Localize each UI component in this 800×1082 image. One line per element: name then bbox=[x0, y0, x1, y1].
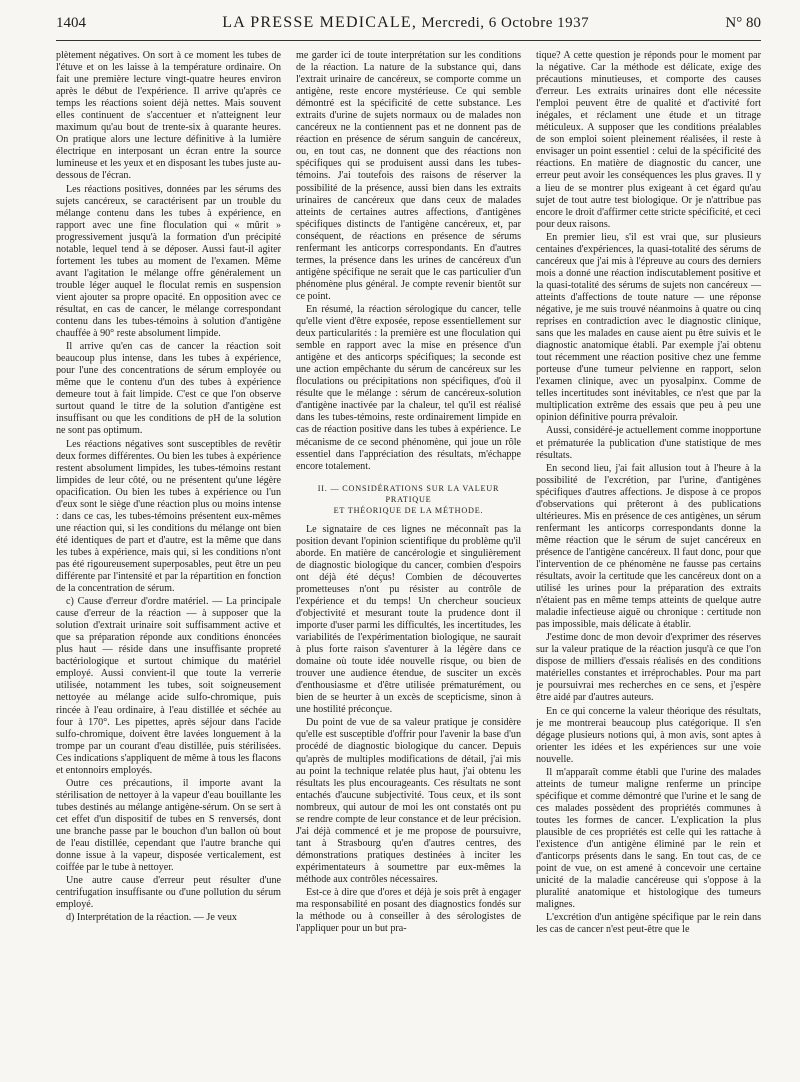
column-2-top bbox=[296, 50, 521, 473]
section-heading bbox=[296, 483, 521, 516]
header-title bbox=[222, 14, 589, 32]
paragraph: Les réactions positives, données par les sérums des sujets cancéreux, se caractérisent par un trouble du mélange contenu dans les tubes à expérience, en rapport avec une fine floculation qui « mûrit » progressivement jusqu'à la formation d'un précipité notable, lequel tend à se déposer. Aussi faut-il agiter fortement les tubes au moment de l'examen. Même avant l'agitation le mélange offre généralement un trouble léger auquel le floculat remis en suspension vient ajouter sa propre opacité. En opposition avec ce résultat, en cas de cancer, le mélange correspondant contenu dans les tubes-témoins à solution d'antigène chauffée à 90° reste absolument limpide. bbox=[56, 183, 281, 340]
journal-name: LA PRESSE MEDICALE, bbox=[222, 14, 418, 31]
section-heading-line-1: II. — CONSIDÉRATIONS SUR LA VALEUR PRATIQUE bbox=[317, 483, 500, 504]
paragraph: Il m'apparaît comme établi que l'urine des malades atteints de tumeur maligne renferme un principe spécifique et comme démontré que l'urine et le sang de ces malades possèdent des propriétés communes à toutes les formes de cancer. L'explication la plus plausible de ces propriétés est celle qui les rattache à l'existence d'un antigène éliminé par le rein et d'anticorps présents dans le sang. En tout cas, de ce point de vue, on est amené à concevoir une certaine unicité de la maladie cancéreuse qui s'oppose à la pluralité anatomique et histologique des tumeurs malignes. bbox=[536, 766, 761, 911]
header-rule bbox=[56, 40, 761, 41]
paragraph: Il arrive qu'en cas de cancer la réaction soit beaucoup plus intense, dans les tubes à expérience, pour l'une des concentrations de sérum employée ou même que le contenu d'un des tubes à expérience demeure tout à fait limpide. C'est ce que l'on observe surtout quand le titre de la solution d'antigène est insuffisant ou que les conditions de pH de la solution ne sont pas optimum. bbox=[56, 341, 281, 437]
paragraph: Est-ce à dire que d'ores et déjà je sois prêt à engager ma responsabilité en posant des diagnostics fondés sur la méthode ou à conseiller à des sérologistes de l'appliquer pour un but pra- bbox=[296, 887, 521, 935]
paragraph: Du point de vue de sa valeur pratique je considère qu'elle est susceptible d'offrir pour l'avenir la base d'un procédé de diagnostic biologique du cancer. Depuis qu'après de multiples modifications de détail, j'ai mis au point la technique relatée plus haut, j'ai obtenu les résultats les plus encourageants. Ces résultats ne sont entachés d'aucune subjectivité. Tous ceux, et ils sont nombreux, qui autour de moi les ont constatés ont pu se rendre compte de leur constance et de leur précision. J'ai déjà commencé et je me propose de poursuivre, tant à Strasbourg qu'en d'autres centres, des démonstrations pratiques destinées à inciter les expérimentateurs à soumettre par eux-mêmes la méthode aux contrôles nécessaires. bbox=[296, 717, 521, 885]
paragraph: Le signataire de ces lignes ne méconnaît pas la position devant l'opinion scientifique du problème qu'il aborde. En matière de cancérologie et singulièrement de diagnostic biologique du cancer, combien d'espoirs ont déjà été déçus! Combien de découvertes prometteuses n'ont pu résister au contrôle de l'expérience et du temps! Un chercheur soucieux d'objectivité et mesurant toute la prudence dont il importe d'user parmi les difficultés, les incertitudes, les variabilités de l'expérimentation biologique, ne saurait à plus forte raison s'aventurer à la légère dans ce domaine où toute idée nouvelle risque, ou bien de trouver une audience étendue, de susciter un excès d'enthousiasme et d'être utilisée prématurément, ou bien de se heurter à un excès de scepticisme, sinon à une hostilité préconçue. bbox=[296, 523, 521, 716]
column-2-bottom bbox=[296, 524, 521, 936]
paragraph: Les réactions négatives sont susceptibles de revêtir deux formes différentes. Ou bien les tubes à expérience restent absolument limpides, les tubes-témoins restant limpides de leur côté, ou ne présentent qu'une légère opacification. Ou bien les tubes à expérience ou l'un d'eux sont le siège d'une réaction plus ou moins intense : dans ce cas, les tubes-témoins présentent eux-mêmes une réaction qui, si les conditions du mélange ont bien été identiques de part et d'autre, est la même que dans les tubes à expérience, mais qui, si les conditions n'ont pas été rigoureusement superposables, peut être un peu différente par l'intensité et par la répartition en fonction de la concentration de sérum. bbox=[56, 438, 281, 595]
issue-date: Mercredi, 6 Octobre 1937 bbox=[421, 15, 590, 31]
column-3 bbox=[536, 50, 761, 1070]
paragraph: L'excrétion d'un antigène spécifique par le rein dans les cas de cancer n'est peut-être que le bbox=[536, 912, 761, 936]
column-2 bbox=[296, 50, 521, 1070]
paragraph: d) Interprétation de la réaction. — Je veux bbox=[66, 912, 237, 924]
paragraph: Aussi, considéré-je actuellement comme inopportune et prématurée la publication d'une statistique de mes résultats. bbox=[536, 425, 761, 461]
paragraph: tique? A cette question je réponds pour le moment par la négative. Car la méthode est délicate, exige des précautions minutieuses, et comporte des causes d'erreur. Les extraits urinaires dont elle nécessite l'emploi peuvent être de qualité et d'activité fort inégales, et réclament une étude et un titrage méticuleux. A supposer que les conditions préalables de son emploi soient pleinement réalisées, il reste à envisager un point essentiel : celui de la spécificité des réactions. En matière de diagnostic du cancer, une erreur peut avoir les conséquences les plus graves. Il y a lieu de se montrer plus exigeant à cet égard qu'au sujet de tout autre test biologique. Or je n'attribue pas encore le droit d'affirmer cette stricte spécificité, et ceci pour deux raisons. bbox=[536, 50, 761, 230]
paragraph: me garder ici de toute interprétation sur les conditions de la réaction. La nature de la substance qui, dans l'extrait urinaire de cancéreux, se comporte comme un antigène, reste encore mystérieuse. Ce qui semble démontré est la spécificité de cette substance. Les extraits d'urine de sujets normaux ou de malades non cancéreux ne la contiennent pas et ne donnent pas de réaction en présence de sérum sanguin de cancéreux, ou, en tout cas, ne donnent que des réactions non spécifiques qui se produisent aussi dans les tubes-témoins. J'ai toutefois des raisons de réserver la possibilité de la présence, aussi bien dans les extraits urinaires de cancéreux que dans ceux de malades atteints de certaines autres affections, d'antigènes spécifiques distincts de l'antigène cancéreux, et, par conséquent, de réactions en présence de sérums renfermant les anticorps correspondants. En d'autres termes, la présence dans les urines de cancéreux d'un antigène spécifique ne serait que le cas particulier d'un phénomène plus général. Je compte revenir bientôt sur ce point. bbox=[296, 50, 521, 302]
issue-number: N° 80 bbox=[725, 15, 761, 31]
running-header bbox=[56, 14, 761, 38]
paragraph: Outre ces précautions, il importe avant la stérilisation de nettoyer à la vapeur d'eau bouillante les tubes destinés au mélange antigène-sérum. On se sert à cet effet d'un dispositif de tubes en S renversés, dont une branche passe par le bouchon d'un ballon où bout de l'eau distillée, cependant que l'autre branche qui donne issue à la vapeur, disposée verticalement, est coiffée par le tube à nettoyer. bbox=[56, 777, 281, 874]
paragraph: En ce qui concerne la valeur théorique des résultats, je me montrerai beaucoup plus catégorique. Il s'en dégage plusieurs notions qui, à mon avis, sont aptes à orienter les idées et les expériences sur une voie nouvelle. bbox=[536, 705, 761, 765]
section-heading-line-2: ET THÉORIQUE DE LA MÉTHODE. bbox=[333, 505, 484, 515]
paragraph: c) Cause d'erreur d'ordre matériel. — La principale cause d'erreur de la réaction — à supposer que la solution d'extrait urinaire soit suffisamment active et que sa préparation réponde aux conditions énoncées plus haut — réside dans une insuffisante propreté bactériologique et surtout chimique du matériel employé. Aussi convient-il que toute la verrerie utilisée, notamment les tubes, soit soigneusement nettoyée au mélange acide sulfo-chromique, puis rincée à l'eau ordinaire, à l'eau distillée et séchée au four à 170°. Les pipettes, après séjour dans l'acide sulfo-chromique, doivent être lavées longuement à la trompe par un courant d'eau distillée, puis stérilisées. Ces indications s'appliquent de même à tous les flacons et entonnoirs employés. bbox=[56, 596, 281, 776]
article-body bbox=[56, 50, 761, 1070]
page-number: 1404 bbox=[56, 15, 86, 31]
paragraph: En second lieu, j'ai fait allusion tout à l'heure à la possibilité de l'excrétion, par l'urine, d'antigènes spécifiques d'autres affections. Je dispose à ce propos d'observations qui prêteront à des publications ultérieures. Mis en présence de ces antigènes, un sérum renfermant les anticorps correspondants donne la même réaction que le sérum de sujet cancéreux en présence de l'antigène cancéreux. Il faut donc, pour que l'intervention de ce phénomène ne fausse pas certains résultats, avoir la certitude que les cancéreux dont on a utilisé les urines pour la préparation des extraits n'étaient pas en même temps atteints de quelque autre maladie infectieuse aiguë ou chronique : certitude non pas impossible, mais délicate à établir. bbox=[536, 462, 761, 631]
paragraph: Une autre cause d'erreur peut résulter d'une centrifugation insuffisante ou d'une pollution du sérum employé. bbox=[56, 875, 281, 911]
paragraph: plètement négatives. On sort à ce moment les tubes de l'étuve et on les laisse à la température ordinaire. On fait une première lecture vingt-quatre heures environ après le début de l'expérience. Il arrive qu'après ce temps les réactions soient déjà nettes. Mais souvent elles continuent de s'accentuer et n'atteignent leur maximum qu'au bout de trente-six à quarante heures. On pratique alors une lecture définitive à la lumière électrique en interposant un écran entre la source lumineuse et les yeux et en disposant les tubes juste au-dessous de l'écran. bbox=[56, 50, 281, 182]
paragraph: En résumé, la réaction sérologique du cancer, telle qu'elle vient d'être exposée, repose essentiellement sur deux particularités : la première est une floculation qui semble en rapport avec la mise en présence d'un antigène et des anticorps spécifiques; la seconde est une action empêchante du sérum de cancéreux sur les floculations ou précipitations non spécifiques, d'où il résulte que le mélange : sérum de cancéreux-solution d'antigène inactivée par la chaleur, tel qu'il est réalisé dans les tubes-témoins, reste ordinairement limpide en cas de réaction positive dans les tubes à expérience. Le mécanisme de ce second phénomène, qui joue un rôle essentiel dans l'appréciation des résultats, m'échappe encore totalement. bbox=[296, 303, 521, 472]
paragraph: J'estime donc de mon devoir d'exprimer des réserves sur la valeur pratique de la réaction jusqu'à ce que l'on dispose de milliers d'essais réalisés en des conditions matérielles constantes et irréprochables. Pour ma part je poursuivrai mes recherches en ce sens, et j'espère être aidé par d'autres auteurs. bbox=[536, 632, 761, 704]
paragraph: En premier lieu, s'il est vrai que, sur plusieurs centaines d'expériences, la quasi-totalité des sérums de cancéreux que j'ai mis à l'épreuve au cours des derniers mois a donné une réaction indiscutablement positive et la quasi-totalité des sérums de sujets non cancéreux — atteints d'affections de toute nature — une réponse négative, je me suis trouvé néanmoins à quatre ou cinq reprises en contradiction avec le diagnostic clinique, sans que les malades en cause aient pu être suivis et le diagnostic anatomique établi. Par exemple j'ai obtenu tout récemment une réaction positive chez une femme porteuse d'une tumeur pelvienne en rapport, selon l'examen clinique, avec un pyosalpinx. Comme de telles incertitudes sont inévitables, ce n'est que par la multiplication extrême des essais que peu à peu une opinion définitive pourra prévaloir. bbox=[536, 231, 761, 424]
column-1 bbox=[56, 50, 281, 1070]
